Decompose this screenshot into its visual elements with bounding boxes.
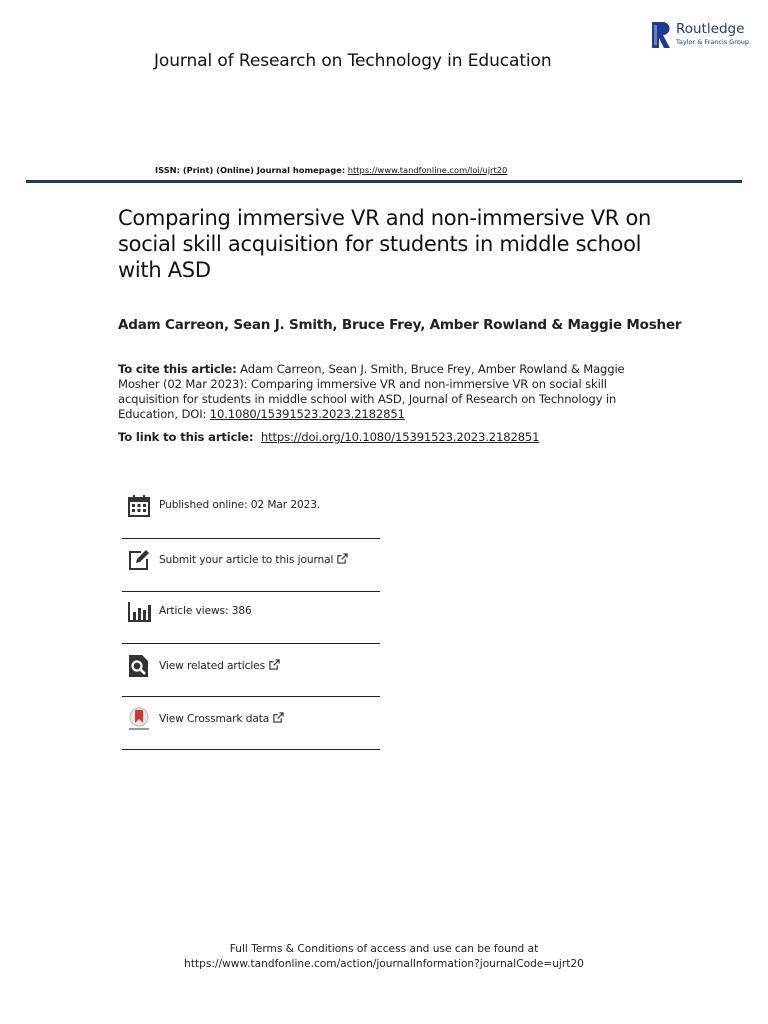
submit-article-icon <box>127 548 151 572</box>
external-link-icon <box>269 659 280 670</box>
cite-doi-link[interactable]: 10.1080/15391523.2023.2182851 <box>209 407 405 421</box>
published-online-text: Published online: 02 Mar 2023. <box>159 499 321 511</box>
calendar-icon <box>127 494 151 518</box>
article-views-row <box>122 600 380 624</box>
related-articles-link[interactable] <box>159 659 280 672</box>
submit-article-label: Submit your article to this journal <box>159 554 334 566</box>
header-divider <box>26 180 742 183</box>
article-link-line <box>118 430 539 444</box>
article-views-chart-icon <box>127 600 151 624</box>
footer-terms-text: Full Terms & Conditions of access and use can be found at <box>229 943 539 955</box>
crossmark-link[interactable] <box>159 712 284 725</box>
cite-text: Adam Carreon, Sean J. Smith, Bruce Frey, Amber Rowland & Maggie Mosher (02 Mar 2023): Comparing immersive VR and non-immersive VR on social skill acquisition for students in middle school with ASD, Journal of Research on Technology in Education, DOI: <box>118 362 625 421</box>
info-divider <box>122 696 380 697</box>
citation-block <box>118 362 663 422</box>
publisher-name: Routledge <box>676 21 745 37</box>
article-authors: Adam Carreon, Sean J. Smith, Bruce Frey, Amber Rowland & Maggie Mosher <box>118 317 682 333</box>
info-divider <box>122 591 380 592</box>
submit-article-row[interactable] <box>122 548 380 572</box>
crossmark-label: View Crossmark data <box>159 713 270 725</box>
routledge-logo-icon <box>652 22 670 48</box>
info-divider <box>122 538 380 539</box>
cite-label: To cite this article: <box>118 362 237 376</box>
info-divider <box>122 749 380 750</box>
footer-terms-url[interactable]: https://www.tandfonline.com/action/journalInformation?journalCode=ujrt20 <box>184 958 584 970</box>
footer <box>0 942 768 972</box>
publisher-group: Taylor & Francis Group <box>676 38 750 46</box>
crossmark-row[interactable] <box>122 707 380 731</box>
publisher-logo <box>652 20 752 50</box>
issn-label: ISSN: (Print) (Online) Journal homepage: <box>155 165 346 175</box>
journal-title: Journal of Research on Technology in Education <box>154 51 552 71</box>
published-online-row <box>122 494 380 518</box>
submit-article-link[interactable] <box>159 553 348 566</box>
link-label: To link to this article: <box>118 430 254 444</box>
crossmark-icon <box>127 707 151 731</box>
external-link-icon <box>337 553 348 564</box>
issn-line <box>155 165 507 175</box>
article-title: Comparing immersive VR and non-immersive VR on social skill acquisition for students in middle school with ASD <box>118 206 652 282</box>
journal-homepage-link[interactable]: https://www.tandfonline.com/loi/ujrt20 <box>347 165 508 175</box>
info-divider <box>122 643 380 644</box>
related-articles-search-icon <box>127 654 151 678</box>
external-link-icon <box>273 712 284 723</box>
related-articles-row[interactable] <box>122 654 380 678</box>
article-views-text: Article views: 386 <box>159 605 252 617</box>
related-articles-label: View related articles <box>159 660 265 672</box>
article-doi-link[interactable]: https://doi.org/10.1080/15391523.2023.2182851 <box>260 430 540 444</box>
